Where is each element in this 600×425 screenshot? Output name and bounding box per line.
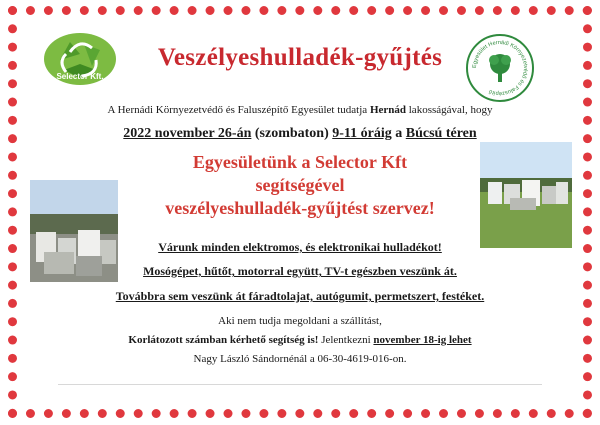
intro-before: A Hernádi Környezetvédő és Faluszépítő Egyesület tudatja xyxy=(107,104,370,116)
help-text xyxy=(0,334,600,346)
transport-text: Aki nem tudja megoldani a szállítást, xyxy=(218,315,382,327)
headline-line-1: Egyesületünk a Selector Kft segítségével xyxy=(192,152,408,195)
event-time: 9-11 óráig xyxy=(332,126,392,141)
association-logo xyxy=(466,34,534,102)
event-location-prefix: a xyxy=(395,126,403,141)
appliances-photo-right xyxy=(480,142,572,248)
intro-text xyxy=(0,104,600,116)
accept-all-text: Várunk minden elektromos, és elektronikai hulladékot! xyxy=(158,240,442,254)
apply-text: Jelentkezni xyxy=(318,334,374,346)
headline xyxy=(150,151,450,220)
tree-icon xyxy=(468,36,532,100)
divider xyxy=(58,384,542,385)
help-bold: Korlátozott számban kérhető segítség is! xyxy=(128,334,319,346)
event-day: (szombaton) xyxy=(254,126,329,141)
intro-after: lakosságával, hogy xyxy=(406,104,493,116)
logo-right-text: Egyesület Hernádi Környezetvédő és Faluszépítő xyxy=(471,39,529,97)
event-location: Búcsú téren xyxy=(405,126,477,141)
event-date: 2022 november 26-án xyxy=(123,126,252,141)
logo-left-text: Selector Kft. xyxy=(56,72,104,81)
contact-text: Nagy László Sándornénál a 06-30-4619-016-on. xyxy=(193,353,407,365)
deadline: november 18-ig lehet xyxy=(373,334,472,346)
event-line xyxy=(0,126,600,142)
intro-place: Hernád xyxy=(369,104,406,116)
page-title: Veszélyeshulladék-gyűjtés xyxy=(157,44,443,71)
items-text: Mosógépet, hűtőt, motorral együtt, TV-t egészben veszünk át. xyxy=(143,264,457,278)
not-accepted-text: Továbbra sem veszünk át fáradtolajat, autógumit, permetszert, festéket. xyxy=(115,289,485,303)
headline-line-2: veszélyeshulladék-gyűjtést szervez! xyxy=(165,198,435,218)
